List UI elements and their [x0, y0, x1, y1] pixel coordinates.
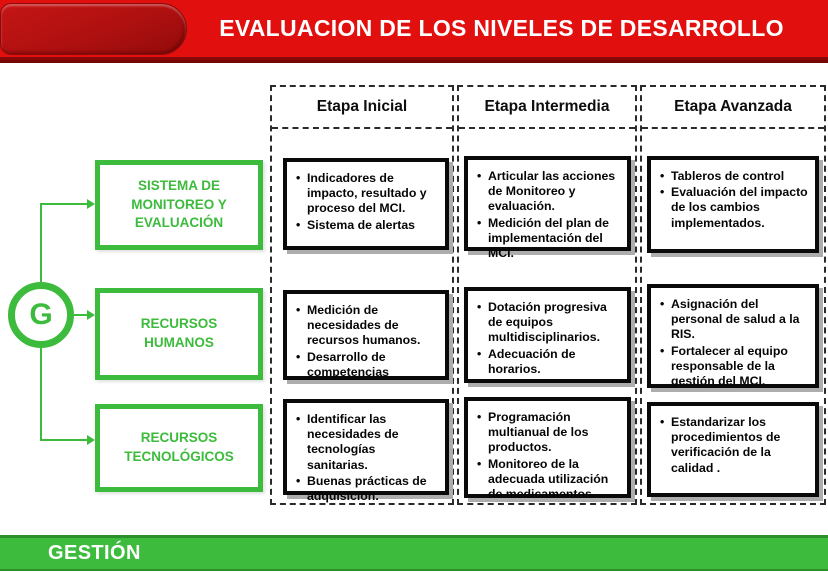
bullet-item: • Evaluación del impacto de los cambios implementados. — [659, 185, 809, 231]
bullet-item: • Medición del plan de implementación del MCI. — [476, 216, 621, 262]
page-title: EVALUACION DE LOS NIVELES DE DESARROLLO — [219, 15, 784, 41]
arrow-right-icon — [87, 199, 95, 209]
connector-line-top-vertical — [40, 204, 42, 282]
cell-monitoreo-inicial — [283, 158, 449, 250]
bullet-list — [295, 303, 439, 380]
connector-line-middle-horizontal — [74, 314, 87, 316]
arrow-right-icon — [87, 435, 95, 445]
bullet-item: • Asignación del personal de salud a la RIS. — [659, 297, 809, 343]
cell-monitoreo-avanzada — [647, 156, 819, 253]
bullet-list — [659, 297, 809, 389]
bullet-list — [476, 410, 621, 502]
category-box-recursos-tecnologicos: RECURSOS TECNOLÓGICOS — [95, 404, 263, 492]
bullet-item: • Monitoreo de la adecuada utilización de medicamentos. — [476, 457, 621, 503]
bullet-list — [659, 169, 809, 231]
g-node — [8, 282, 74, 348]
column-header-etapa-avanzada: Etapa Avanzada — [642, 87, 824, 129]
connector-line-bottom-vertical — [40, 348, 42, 441]
cell-humanos-intermedia — [464, 287, 631, 383]
bullet-item: • Sistema de alertas — [295, 218, 439, 233]
bullet-item: • Medición de necesidades de recursos humanos. — [295, 303, 439, 349]
column-header-etapa-intermedia: Etapa Intermedia — [459, 87, 635, 129]
bullet-item: • Articular las acciones de Monitoreo y evaluación. — [476, 169, 621, 215]
cell-humanos-avanzada — [647, 284, 819, 388]
bullet-list — [659, 415, 809, 476]
title-banner-capsule — [0, 3, 187, 55]
bullet-item: • Buenas prácticas de adquisición. — [295, 474, 439, 504]
cell-monitoreo-intermedia — [464, 156, 631, 261]
bullet-item: • Fortalecer al equipo responsable de la gestión del MCI. — [659, 344, 809, 390]
g-node-label: G — [29, 298, 53, 331]
cell-humanos-inicial — [283, 290, 449, 380]
cell-tecnologicos-intermedia — [464, 397, 631, 502]
category-box-sistema-monitoreo: SISTEMA DE MONITOREO Y EVALUACIÓN — [95, 160, 263, 250]
bullet-item: • Tableros de control — [659, 169, 809, 184]
bullet-item: • Adecuación de horarios. — [476, 347, 621, 377]
bullet-item: • Indicadores de impacto, resultado y proceso del MCI. — [295, 171, 439, 217]
cell-tecnologicos-avanzada — [647, 402, 819, 497]
bullet-list — [476, 169, 621, 261]
bullet-item: • Desarrollo de competencias — [295, 350, 439, 380]
bullet-list — [295, 412, 439, 504]
connector-line-top-horizontal — [40, 203, 87, 205]
bullet-item: • Programación multianual de los productos. — [476, 410, 621, 456]
category-box-recursos-humanos: RECURSOS HUMANOS — [95, 288, 263, 380]
bullet-item: • Estandarizar los procedimientos de verificación de la calidad . — [659, 415, 809, 476]
column-header-etapa-inicial: Etapa Inicial — [272, 87, 452, 129]
bullet-list — [295, 171, 439, 233]
gestion-label: GESTIÓN — [48, 542, 141, 564]
bullet-item: • Dotación progresiva de equipos multidisciplinarios. — [476, 300, 621, 346]
arrow-right-icon — [87, 310, 95, 320]
bullet-item: • Identificar las necesidades de tecnologías sanitarias. — [295, 412, 439, 473]
title-banner-bottom-strip — [0, 57, 828, 63]
bullet-list — [476, 300, 621, 377]
gestion-banner — [0, 535, 828, 571]
cell-tecnologicos-inicial — [283, 399, 449, 504]
connector-line-bottom-horizontal — [40, 439, 87, 441]
